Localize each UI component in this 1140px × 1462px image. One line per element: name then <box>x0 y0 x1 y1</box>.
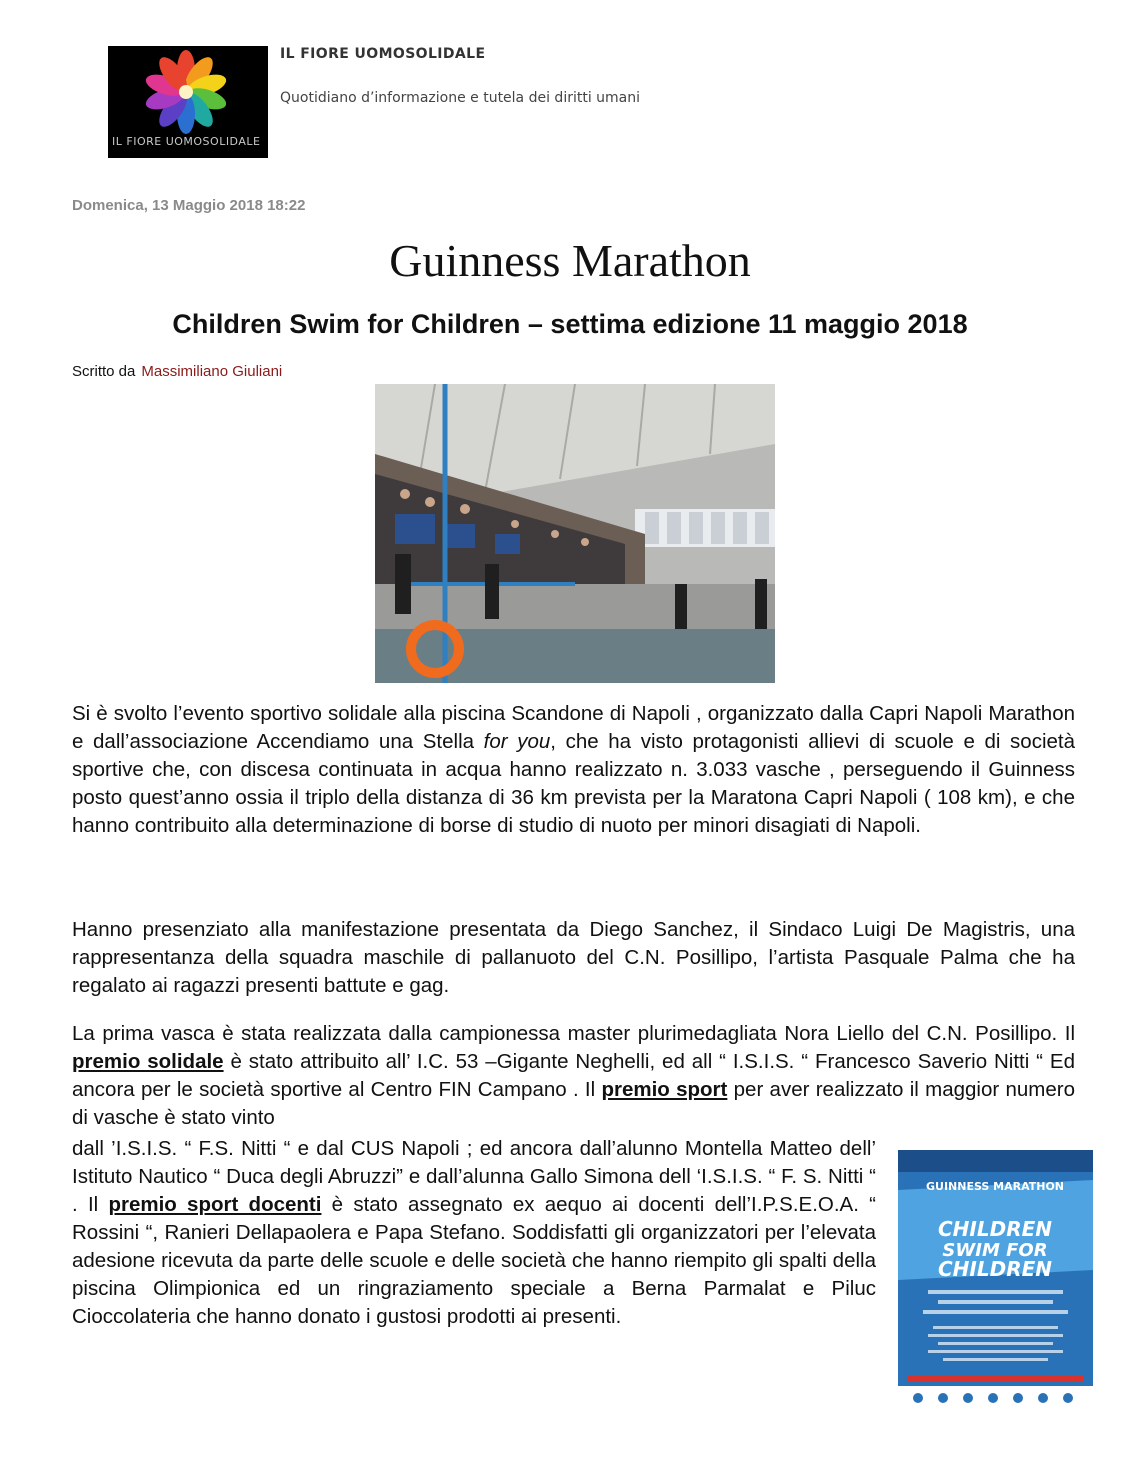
brand-name: IL FIORE UOMOSOLIDALE <box>280 46 486 62</box>
author-link[interactable]: Massimiliano Giuliani <box>141 363 283 380</box>
poster-line-1: GUINNESS MARATHON <box>925 1180 1065 1193</box>
logo-text: IL FIORE UOMOSOLIDALE <box>112 135 261 148</box>
brand-tagline: Quotidiano d’informazione e tutela dei diritti umani <box>280 90 641 106</box>
article-subtitle: Children Swim for Children – settima edizione 11 maggio 2018 <box>172 309 968 339</box>
premio-sport-docenti-link[interactable]: premio sport docenti <box>108 1193 322 1216</box>
article-paragraph-2: Hanno presenziato alla manifestazione presentata da Diego Sanchez, il Sindaco Luigi De Magistris, una rappresentanza della squadra maschile di pallanuoto del C.N. Posillipo, l’artista Pasquale Palma che ha regalato ai ragazzi presenti battute e gag. <box>72 918 1075 997</box>
pool-photo <box>375 384 775 683</box>
article-paragraph-3: La prima vasca è stata realizzata dalla campionessa master plurimedagliata Nora Liello del C.N. Posillipo. Il premio solidale è stato attribuito all’ I.C. 53 –Gigante Neghelli, ed all “ I.S.I.S. “ Francesco Saverio Nitti “ Ed ancora per le società sportive al Centro FIN Campano . Il premio sport per aver realizzato il maggior numero di vasche è stato vinto <box>72 1022 1075 1129</box>
byline-label: Scritto da <box>72 363 136 380</box>
premio-sport-link[interactable]: premio sport <box>601 1078 728 1101</box>
article-title: Guinness Marathon <box>389 235 751 286</box>
poster-line-4: CHILDREN <box>937 1257 1053 1281</box>
article-paragraph-1: Si è svolto l’evento sportivo solidale alla piscina Scandone di Napoli , organizzato dalla Capri Napoli Marathon e dall’associazione Accendiamo una Stella for you, che ha visto protagonisti allievi di scuole e di società sportive che, con discesa continuata in acqua hanno realizzato n. 3.033 vasche , perseguendo il Guinness posto quest’anno ossia il triplo della distanza di 36 km prevista per la Maratona Capri Napoli ( 108 km), e che hanno contribuito alla determinazione di borse di studio di nuoto per minori disagiati di Napoli. <box>72 702 1076 837</box>
premio-solidale-link[interactable]: premio solidale <box>72 1050 224 1073</box>
poster-line-2: CHILDREN <box>937 1217 1053 1241</box>
emphasis-for-you: for you <box>483 730 551 753</box>
byline <box>72 363 282 380</box>
article-paragraph-4: dall ’I.S.I.S. “ F.S. Nitti “ e dal CUS Napoli ; ed ancora dall’alunno Montella Matteo dell’ Istituto Nautico “ Duca degli Abruzzi” e dall’alunna Gallo Simona dell ‘I.S.I.S. “ F. S. Nitti “ . Il premio sport docenti è stato assegnato ex aequo ai docenti dell’I.P.S.E.O.A. “ Rossini “, Ranieri Dellapaolera e Papa Stefano. Soddisfatti gli organizzatori per l’elevata adesione ricevuta da parte delle scuole e delle società che hanno riempito gli spalti della piscina Olimpionica ed un ringraziamento speciale a Berna Parmalat e Piluc Cioccolateria che hanno donato i gustosi prodotti ai presenti. <box>72 1137 876 1328</box>
poster-line-3: SWIM FOR <box>942 1240 1048 1261</box>
site-logo[interactable] <box>108 46 268 158</box>
event-poster <box>898 1150 1093 1410</box>
article-date: Domenica, 13 Maggio 2018 18:22 <box>72 197 306 214</box>
